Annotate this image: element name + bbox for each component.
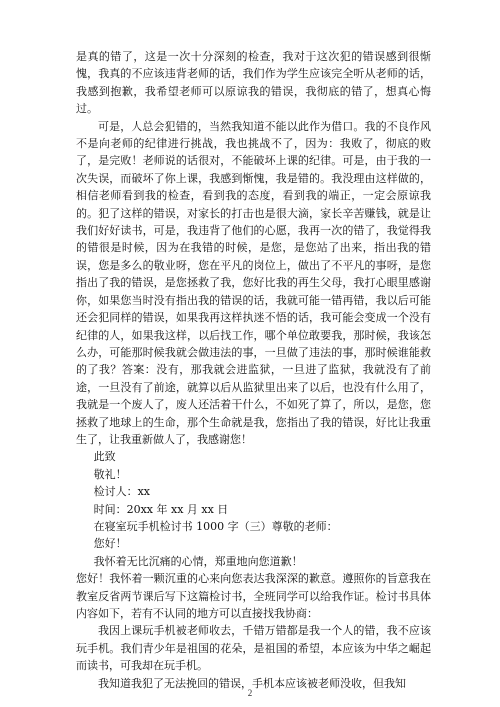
- greeting-line: 您好！: [93, 537, 127, 551]
- closing-cizhi: 此致: [93, 450, 116, 464]
- apology-line: 我怀着无比沉痛的心情，郑重地向您道歉！: [93, 554, 303, 568]
- paragraph-confession-opening: 是真的错了，这是一次十分深刻的检查，我对于这次犯的错误感到很惭愧，我真的不应该违背老师的话，我们作为学生应该完全听从老师的话，我感到抱歉，我希望老师可以原谅我的错误，我彻底的错了，想真心悔过。: [76, 50, 431, 116]
- section-heading: 在寝室玩手机检讨书 1000 字（三）尊敬的老师：: [93, 519, 338, 533]
- closing-jingli: 敬礼！: [93, 467, 127, 481]
- paragraph-phone-confiscated: 我因上课玩手机被老师收去，千错万错都是我一个人的错，我不应该玩手机。我们青少年是祖国的花朵，是祖国的希望，本应该为中华之崛起而读书，可我却在玩手机。: [76, 624, 431, 673]
- paragraph-irreversible-mistake: 我知道我犯了无法挽回的错误，手机本应该被老师没收，但我知: [98, 676, 406, 690]
- signer-line: 检讨人：xx: [93, 485, 151, 499]
- paragraph-main-reflection: 可是，人总会犯错的，当然我知道不能以此作为借口。我的不良作风不是向老师的纪律进行挑战，我也挑战不了，因为：我败了，彻底的败了，是完败！老师说的话很对，不能破坏上课的纪律。可是，由于我的一次失误，而破坏了你上课，我感到惭愧，我是错的。我没理由这样做的，相信老师看到我的检查，看到我的态度，看到我的端正，一定会原谅我的。犯了这样的错误，对家长的打击也是很大滴，家长辛苦赚钱，就是让我们好好读书，可是，我违背了他们的心愿，我再一次的错了，我觉得我的错很是时候，因为在我错的时候，是您，是您站了出来，指出我的错误，您是多么的敬业呀，您在平凡的岗位上，做出了不平凡的事呀，是您指出了我的错误，是您拯救了我，您好比我的再生父母，我打心眼里感谢你，如果您当时没有指出我的错误的话，我就可能一错再错，我以后可能还会犯同样的错误，如果我再这样执迷不悟的话，我可能会变成一个没有纪律的人，如果我这样，以后找工作，哪个单位敢要我，那时候，我该怎么办，可能那时候我就会做违法的事，一旦做了违法的事，那时候谁能救的了我？答案：没有，那我就会进监狱，一旦进了监狱，我就没有了前途，一旦没有了前途，就算以后从监狱里出来了以后，也没有什么用了，我就是一个废人了，废人还活着干什么，不如死了算了，所以，是您，您拯救了地球上的生命，那个生命就是我，您指出了我的错误，好比让我重生了，让我重新做人了，我感谢您！: [76, 119, 431, 446]
- paragraph-intro: 您好！我怀着一颗沉重的心来向您表达我深深的歉意。遵照你的旨意我在教室反省两节课后写下这篇检讨书，全班同学可以给我作证。检讨书具体内容如下，若有不认同的地方可以直接找我协商：: [76, 572, 431, 620]
- document-body: [76, 48, 431, 692]
- date-line: 时间：20xx 年 xx 月 xx 日: [93, 502, 229, 516]
- page-number: 2: [247, 688, 253, 698]
